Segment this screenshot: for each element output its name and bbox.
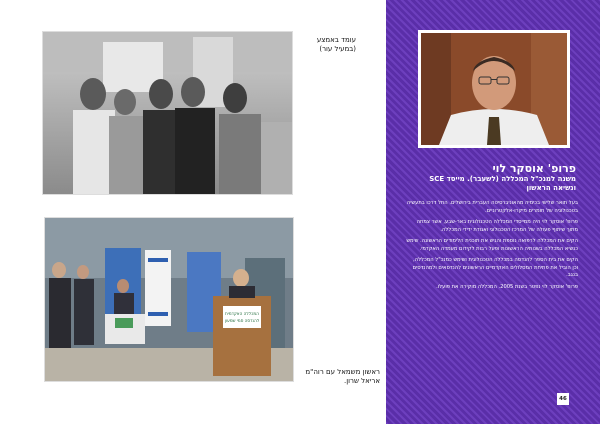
ceremony-photo <box>44 217 294 382</box>
portrait-photo <box>418 30 570 148</box>
profile-subtitle-line: ונשיאה הראשון <box>526 184 576 192</box>
page-number: 46 <box>557 393 569 405</box>
podium-sign-line: להנדסה סמי שמעון <box>224 318 260 323</box>
ceremony-photo-image <box>45 218 294 382</box>
photo2-caption <box>300 368 380 386</box>
biography-text <box>406 200 578 295</box>
podium-sign-line: המכללה האקדמית <box>225 311 259 316</box>
portrait-image <box>421 33 567 145</box>
caption-line: ראשון משמאל עם רוה"מ <box>305 368 380 376</box>
caption-line: אריאל שרון. <box>343 377 380 385</box>
caption-line: (במעיל עור) <box>319 45 356 53</box>
biography-paragraph: פרופ' אוסקר לוי נפטר בשנת 2005. המכללה מוקירה את פועלו. <box>436 283 578 290</box>
photo1-caption <box>300 36 356 54</box>
profile-subtitle-line: משנה למנכ"ל המכללה (לשעבר). מייסד SCE <box>429 175 576 183</box>
biography-paragraph: הקים את המכללה לרפואה נוספת והגיש את תוכנית הלימודים הראשונה. שימש כנשיא המכללה בשנותיה הראשונות ופעל רבות לקידום מעמדה האקדמי. <box>406 238 578 252</box>
biography-paragraph: פרופ' אוסקר לוי היה ממייסדי המכללה הטכנולוגית באר-שבע, אשר צמחה מתוך שיתוף פעולה של המרכז הטכנולוגי ואגודת ידידי המכללה. <box>416 219 578 233</box>
biography-paragraph: בעל תואר שלישי בכימיה מהאוניברסיטה העברית בירושלים. החל דרכו בתעשיה בטכנולוגיה של חומרים מיקרו-אלקטרוניים. <box>406 200 578 214</box>
biography-paragraph: הקים את בית הספר להנדסה במכללה הטכנולוגית ושימש כמנכ"ל המכללה, וכן הוביל את פתיחת המסלולים האקדמיים הראשונים להנדסאים ולמהנדסים בנגב. <box>412 257 578 278</box>
profile-title <box>406 162 576 193</box>
caption-line: עומד באמצע <box>316 36 356 44</box>
group-photo-image <box>43 32 293 195</box>
group-photo <box>42 31 293 195</box>
profile-name: פרופ' אוסקר לוי <box>492 162 576 175</box>
